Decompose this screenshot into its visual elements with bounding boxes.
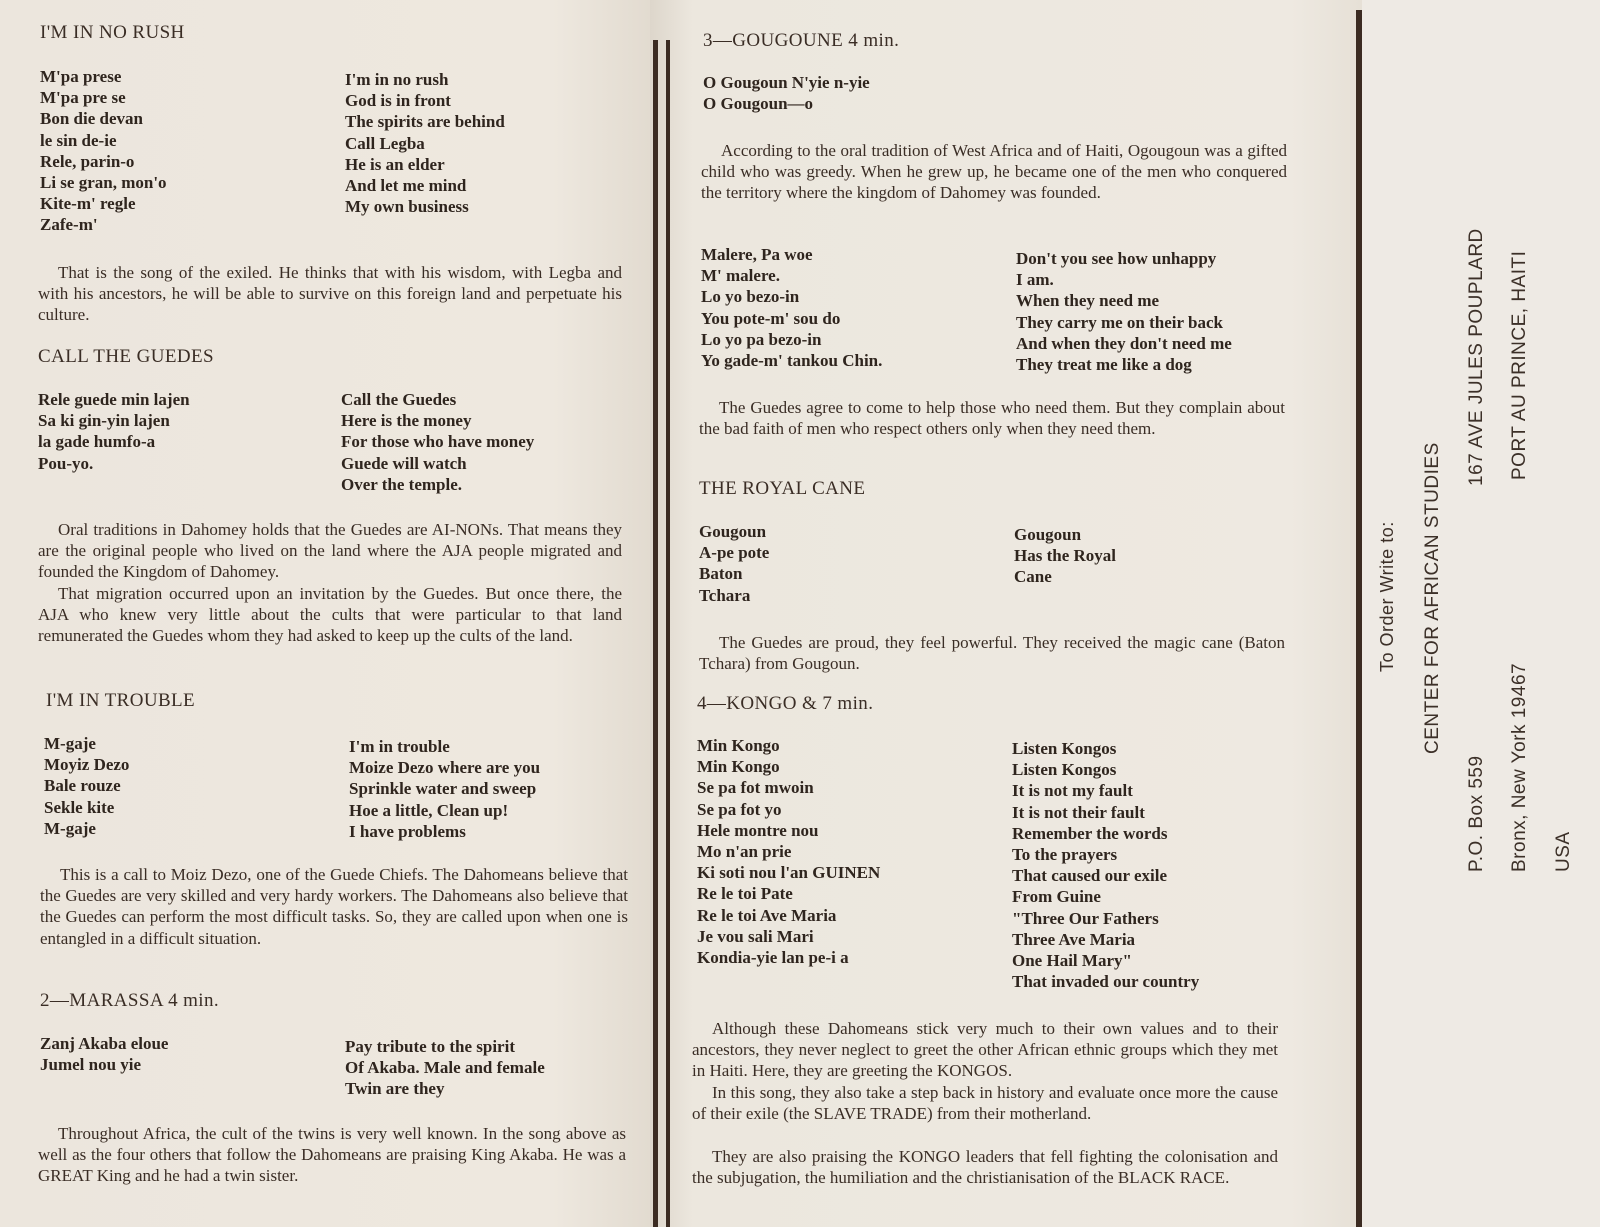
lyric-line: Three Ave Maria [1012, 929, 1136, 949]
lyric-line: O Gougoun—o [703, 94, 814, 114]
paragraph-magic-cane: The Guedes are proud, they feel powerful. They received the magic cane (Baton Tchara) from Gougoun. [699, 633, 1285, 674]
fold-rule-right [1356, 10, 1362, 1227]
lyric-line: From Guine [1012, 887, 1101, 907]
lyric-line: God is in front [345, 91, 451, 111]
lyric-line: Tchara [699, 585, 751, 605]
lyric-line: You pote-m' sou do [701, 308, 841, 328]
lyric-line: Zanj Akaba eloue [40, 1034, 169, 1053]
paragraph-ogougoun: According to the oral tradition of West Africa and of Haiti, Ogougoun was a gifted child who was greedy. When he grew up, he became one of the men who conquered the territory where the kingdom of Dahomey was founded. [701, 141, 1287, 203]
lyrics-call-guedes [38, 389, 598, 495]
lyric-line: Lo yo bezo-in [701, 287, 800, 307]
lyrics-royal-cane [699, 521, 1299, 606]
lyric-line: M-gaje [44, 734, 96, 753]
lyric-line: Sa ki gin-yin lajen [38, 411, 170, 431]
lyric-line: Twin are they [345, 1079, 445, 1099]
order-po-box: P.O. Box 559 [1466, 755, 1487, 872]
lyric-line: Sekle kite [44, 797, 115, 817]
lyric-line: Call the Guedes [341, 390, 457, 409]
lyrics-english [1004, 521, 1299, 606]
lyric-line: Hele montre nou [697, 820, 819, 840]
paragraph-twins: Throughout Africa, the cult of the twins is very well known. In the song above as well as the four others that follow the Dahomeans are praising King Akaba. He was a GREAT King and he had a twin sister. [38, 1124, 626, 1186]
lyrics-english [1002, 735, 1297, 992]
title-im-in-trouble: I'M IN TROUBLE [46, 690, 196, 711]
lyrics-creole [701, 244, 996, 375]
title-gougoune: 3—GOUGOUNE 4 min. [703, 30, 900, 51]
order-country: USA [1553, 831, 1574, 872]
lyric-line: Pay tribute to the spirit [345, 1037, 515, 1056]
lyric-line: Remember the words [1012, 823, 1168, 843]
paragraph-kongos-greeting: Although these Dahomeans stick very much to their own values and to their ancestors, they never neglect to greet the other African ethnic groups which they met in Haiti. Here, they are greeting the KONGOS. [692, 1019, 1278, 1081]
lyric-line: "Three Our Fathers [1012, 908, 1159, 928]
lyrics-no-rush [40, 66, 600, 236]
lyric-line: A-pe pote [699, 543, 770, 563]
lyric-line: Don't you see how unhappy [1016, 249, 1217, 268]
lyric-line: Of Akaba. Male and female [345, 1058, 545, 1078]
lyric-line: Moyiz Dezo [44, 755, 130, 775]
lyrics-english [325, 66, 600, 236]
lyric-line: Re le toi Ave Maria [697, 905, 837, 925]
lyric-line: M-gaje [44, 818, 96, 838]
lyric-line: They treat me like a dog [1016, 355, 1192, 375]
order-write-to: To Order Write to: [1377, 521, 1397, 672]
lyric-line: I'm in no rush [345, 70, 449, 89]
lyric-line: He is an elder [345, 154, 445, 174]
lyrics-english [329, 733, 604, 842]
lyric-line: That invaded our country [1012, 972, 1200, 992]
lyric-line: Mo n'an prie [697, 842, 792, 862]
paragraph-oral-traditions: Oral traditions in Dahomey holds that the Guedes are AI-NONs. That means they are the original people who lived on the land where the AJA people migrated and founded the Kingdom of Dahomey. [38, 520, 622, 582]
lyrics-gougoune [703, 72, 870, 114]
lyric-line: It is not their fault [1012, 802, 1145, 822]
order-bronx: Bronx, New York 19467 [1509, 662, 1530, 872]
lyric-line: Se pa fot yo [697, 799, 782, 819]
title-kongo: 4—KONGO & 7 min. [697, 693, 874, 714]
lyric-line: That caused our exile [1012, 866, 1168, 886]
title-royal-cane: THE ROYAL CANE [699, 478, 866, 499]
paragraph-slave-trade: In this song, they also take a step back in history and evaluate once more the cause of their exile (the SLAVE TRADE) from their motherland. [692, 1083, 1278, 1124]
lyric-line: Has the Royal [1014, 546, 1116, 566]
lyric-line: Min Kongo [697, 736, 780, 755]
lyric-line: Guede will watch [341, 453, 467, 473]
lyrics-creole [44, 733, 319, 842]
lyric-line: Sprinkle water and sweep [349, 779, 537, 799]
lyric-line: Here is the money [341, 411, 472, 431]
fold-rule-left [653, 40, 658, 1227]
lyric-line: To the prayers [1012, 845, 1118, 865]
lyric-line: Moize Dezo where are you [349, 758, 541, 778]
lyrics-kongo [697, 735, 1297, 992]
lyric-line: And when they don't need me [1016, 333, 1232, 353]
lyric-line: M'pa prese [40, 67, 122, 86]
paragraph-moiz-dezo: This is a call to Moiz Dezo, one of the Guede Chiefs. The Dahomeans believe that the Guedes are very skilled and very hardy workers. The Dahomeans also believe that the Guedes can perform the most difficult tasks. So, they are called upon when one is entangled in a difficult situation. [40, 865, 628, 948]
lyrics-creole [703, 72, 870, 114]
lyric-line: Kondia-yie lan pe-i a [697, 948, 849, 968]
lyric-line: Min Kongo [697, 757, 780, 777]
lyric-line: le sin de-ie [40, 130, 117, 150]
lyric-line: One Hail Mary" [1012, 951, 1132, 971]
lyrics-english [325, 1033, 600, 1100]
lyric-line: Listen Kongos [1012, 739, 1117, 758]
lyric-line: It is not my fault [1012, 781, 1133, 801]
lyric-line: Bale rouze [44, 776, 121, 796]
lyric-line: For those who have money [341, 432, 535, 452]
lyrics-creole [38, 389, 313, 495]
lyric-line: Baton [699, 564, 743, 584]
lyrics-english [323, 389, 598, 495]
lyrics-malere [701, 244, 1301, 375]
lyrics-english [1006, 244, 1301, 375]
lyrics-creole [40, 1033, 315, 1100]
lyric-line: Re le toi Pate [697, 884, 793, 904]
lyric-line: My own business [345, 197, 469, 217]
lyric-line: Malere, Pa woe [701, 245, 813, 264]
title-call-the-guedes: CALL THE GUEDES [38, 346, 214, 367]
lyric-line: Gougoun [1014, 525, 1082, 544]
lyric-line: I'm in trouble [349, 737, 450, 756]
lyric-line: Bon die devan [40, 109, 143, 129]
lyric-line: Je vou sali Mari [697, 926, 814, 946]
lyrics-creole [40, 66, 315, 236]
lyric-line: O Gougoun N'yie n-yie [703, 73, 870, 92]
lyric-line: And let me mind [345, 176, 467, 196]
lyric-line: M'pa pre se [40, 88, 126, 108]
lyric-line: Hoe a little, Clean up! [349, 800, 509, 820]
lyrics-marassa [40, 1033, 600, 1100]
lyric-line: Li se gran, mon'o [40, 173, 167, 193]
lyric-line: la gade humfo-a [38, 432, 156, 452]
paragraph-migration: That migration occurred upon an invitation by the Guedes. But once there, the AJA who knew very little about the cults that were particular to that land remunerated the Guedes whom they had asked to keep up the cults of the land. [38, 584, 622, 646]
title-im-in-no-rush: I'M IN NO RUSH [40, 22, 185, 43]
lyric-line: Gougoun [699, 522, 767, 541]
lyric-line: Call Legba [345, 133, 425, 153]
lyric-line: Listen Kongos [1012, 760, 1117, 780]
lyrics-trouble [44, 733, 604, 842]
lyric-line: I have problems [349, 821, 466, 841]
lyric-line: Pou-yo. [38, 453, 94, 473]
lyric-line: Yo gade-m' tankou Chin. [701, 351, 883, 371]
lyric-line: Rele guede min lajen [38, 390, 190, 409]
lyric-line: Jumel nou yie [40, 1055, 142, 1075]
lyric-line: When they need me [1016, 291, 1160, 311]
order-organization: CENTER FOR AFRICAN STUDIES [1422, 442, 1443, 754]
lyric-line: Zafe-m' [40, 215, 98, 235]
lyrics-creole [699, 521, 994, 606]
title-marassa: 2—MARASSA 4 min. [40, 990, 220, 1011]
lyric-line: Lo yo pa bezo-in [701, 329, 822, 349]
lyric-line: I am. [1016, 270, 1054, 290]
order-street: 167 AVE JULES POUPLARD [1466, 228, 1487, 486]
lyric-line: Rele, parin-o [40, 151, 135, 171]
lyric-line: They carry me on their back [1016, 312, 1223, 332]
lyric-line: The spirits are behind [345, 112, 505, 132]
lyric-line: Kite-m' regle [40, 194, 136, 214]
lyric-line: Ki soti nou l'an GUINEN [697, 863, 881, 883]
lyric-line: M' malere. [701, 266, 780, 286]
paragraph-exiled: That is the song of the exiled. He thinks that with his wisdom, with Legba and with his ancestors, he will be able to survive on this foreign land and perpetuate his culture. [38, 263, 622, 325]
lyric-line: Over the temple. [341, 474, 463, 494]
lyric-line: Cane [1014, 567, 1052, 587]
lyric-line: Se pa fot mwoin [697, 778, 814, 798]
lyrics-creole [697, 735, 992, 992]
order-city: PORT AU PRINCE, HAITI [1509, 250, 1530, 480]
fold-rule-left-inner [666, 40, 670, 1227]
paragraph-kongo-leaders: They are also praising the KONGO leaders that fell fighting the colonisation and the subjugation, the humiliation and the christianisation of the BLACK RACE. [692, 1147, 1278, 1188]
paragraph-guedes-help: The Guedes agree to come to help those who need them. But they complain about the bad faith of men who respect others only when they need them. [699, 398, 1285, 439]
